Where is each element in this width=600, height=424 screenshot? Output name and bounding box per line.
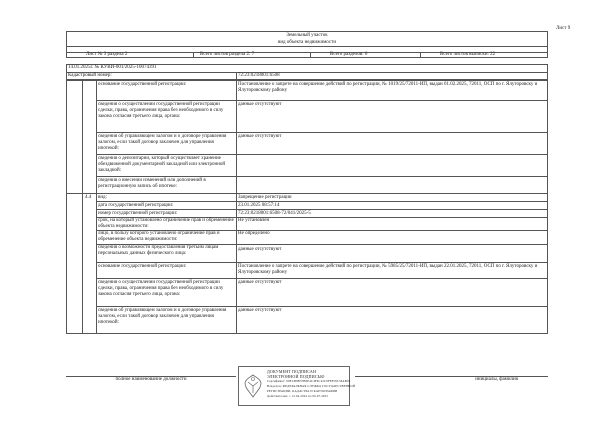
stamp-line-2: ЭЛЕКТРОННОЙ ПОДПИСЬЮ (267, 374, 325, 379)
object-subtitle: вид объекта недвижимости (277, 40, 337, 45)
b-basis-label: основание государственной регистрации: (98, 264, 187, 269)
position-caption: полное наименование должности (115, 377, 187, 382)
statement-number: 14.01.2025г. № КУВИ-001/2025-10074391 (68, 65, 157, 70)
a-depository-label: сведения о депозитарии, который осуществляет хранение обездвиженной документарной закладной или электронной закладной: (98, 156, 226, 173)
b-personal-data-value: данные отсутствуют (238, 247, 282, 252)
b-regnum-label: номер государственной регистрации: (98, 211, 178, 216)
b-regnum-value: 72:23:0218001:6508-72/041/2025-5 (238, 211, 311, 216)
b-consent-label: сведения о осуществлении государственной регистрации сделки, права, ограничения права без необходимого в силу закона согласия третьего лица, органа: (98, 280, 224, 297)
b-personal-data-label: сведения о возможности предоставления третьим лицам персональных данных физического лица: (98, 245, 219, 256)
total-sheets: Всего листов выписки: 22 (440, 52, 496, 57)
stamp-line-5: РЕГИСТРАЦИИ, КАДАСТРА И КАРТОГРАФИИ (267, 389, 338, 393)
a-basis-value: Постановление о запрете на совершение действий по регистрации, № 1019/25/72011-ИП, выдан 01.02.2025, 72011, ОСП по г. Ялуторовску и Ялуторовскому району (238, 82, 538, 93)
b-beneficiary-label: лицо, в пользу которого установлено ограничение прав и обременение объекта недвижимости: (98, 231, 220, 242)
b-type-value: Запрещение регистрации (238, 195, 292, 200)
a-pledge-label: сведения об управляющем залогом и о договоре управления залогом, если такой договор заключен для управления ипотекой: (98, 134, 227, 151)
object-title: Земельный участок (286, 33, 328, 38)
b-pledge-label: сведения об управляющем залогом и о договоре управления залогом, если такой договор заключен для управления ипотекой: (98, 308, 227, 325)
b-type-label: вид: (98, 195, 107, 200)
b-basis-value: Постановление о запрете на совершение действий по регистрации, № 5985/25/72011-ИП, выдан 22.01.2025, 72011, ОСП по г. Ялуторовску и Ялуторовскому району (238, 264, 538, 275)
b-record-number: 4.4 (85, 195, 92, 200)
stamp-line-3: Сертификат: 00ECB9B37B0E4C4F6C22C6F8F58C36AB08 (267, 379, 351, 383)
section-sheet: Лист № 3 раздела 2 (86, 52, 128, 57)
b-pledge-value: данные отсутствуют (238, 308, 282, 313)
b-term-value: Не установлен (238, 218, 270, 223)
b-date-label: дата государственной регистрации: (98, 203, 174, 208)
b-beneficiary-value: Не определено (238, 231, 270, 236)
stamp-line-6: Действителен: с 12.04.2024 по 06.07.2025 (267, 394, 329, 398)
total-sections: Всего разделов: 6 (330, 52, 368, 57)
section-total-sheets: Всего листов раздела 2: 7 (200, 52, 255, 57)
b-date-value: 23.01.2025 08:57:14 (238, 203, 280, 208)
cadastral-label: Кадастровый номер: (68, 73, 112, 78)
b-consent-value: данные отсутствуют (238, 280, 282, 285)
sheet-number: Лист 9 (556, 26, 571, 31)
coat-of-arms-icon (242, 373, 264, 399)
a-basis-label: основание государственной регистрации: (98, 82, 187, 87)
a-consent-value: данные отсутствуют (238, 102, 282, 107)
a-changes-label: сведения о внесении изменений или дополнений в регистрационную запись об ипотеке: (98, 178, 206, 189)
cadastral-number: 72:23:0218001:6508 (238, 73, 280, 78)
stamp-line-4: Владелец: ФЕДЕРАЛЬНАЯ СЛУЖБА ГОСУДАРСТВЕННОЙ (267, 384, 356, 388)
a-consent-label: сведения о осуществлении государственной регистрации сделки, права, ограничения права без необходимого в силу закона согласия третьего лица, органа: (98, 102, 224, 119)
initials-caption: инициалы, фамилия (475, 377, 518, 382)
b-term-label: срок, на который установлено ограничение прав и обременение объекта недвижимости: (98, 218, 234, 229)
electronic-signature-stamp (238, 366, 356, 406)
stamp-line-1: ДОКУМЕНТ ПОДПИСАН (267, 369, 317, 374)
a-pledge-value: данные отсутствуют (238, 134, 282, 139)
